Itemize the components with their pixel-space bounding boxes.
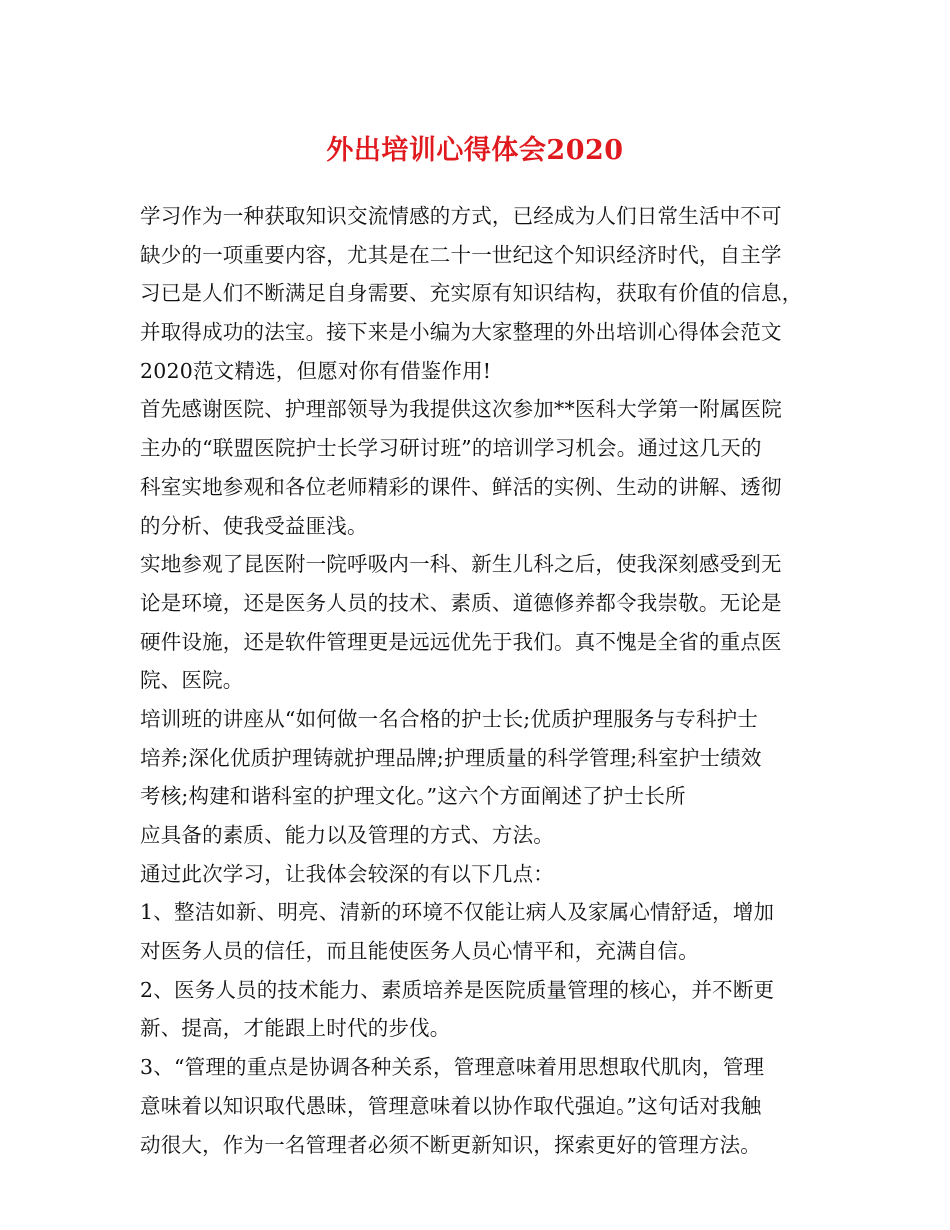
text-line: 实地参观了昆医附一院呼吸内一科、新生儿科之后，使我深刻感受到无 [140,552,782,577]
text-line: 主办的“联盟医院护士长学习研讨班”的培训学习机会。通过这几天的 [140,436,762,461]
text-line: 院、医院。 [140,668,244,693]
text-line: 2、医务人员的技术能力、素质培养是医院质量管理的核心，并不断更 [140,977,775,1002]
text-line: 动很大，作为一名管理者必须不断更新知识，探索更好的管理方法。 [140,1132,761,1157]
text-line: 2020范文精选，但愿对你有借鉴作用! [140,358,492,383]
text-line: 通过此次学习，让我体会较深的有以下几点： [140,861,554,886]
text-line: 硬件设施，还是软件管理更是远远优先于我们。真不愧是全省的重点医 [140,629,782,654]
document-body [140,197,840,1164]
text-line: 3、“管理的重点是协调各种关系，管理意味着用思想取代肌肉，管理 [140,1055,765,1080]
text-line: 并取得成功的法宝。接下来是小编为大家整理的外出培训心得体会范文 [140,320,782,345]
text-line: 新、提高，才能跟上时代的步伐。 [140,1016,451,1041]
text-line: 学习作为一种获取知识交流情感的方式，已经成为人们日常生活中不可 [140,204,782,228]
document-title: 外出培训心得体会2020 [326,135,624,166]
text-line: 习已是人们不断满足自身需要、充实原有知识结构，获取有价值的信息， [140,281,803,306]
text-line: 培训班的讲座从“如何做一名合格的护士长;优质护理服务与专科护士 [140,706,759,731]
text-line: 论是环境，还是医务人员的技术、素质、道德修养都令我崇敬。无论是 [140,590,782,615]
text-line: 考核;构建和谐科室的护理文化。”这六个方面阐述了护士长所 [140,784,686,809]
text-line: 培养;深化优质护理铸就护理品牌;护理质量的科学管理;科室护士绩效 [140,745,762,770]
text-line: 首先感谢医院、护理部领导为我提供这次参加**医科大学第一附属医院 [140,397,782,422]
text-line: 意味着以知识取代愚昧，管理意味着以协作取代强迫。”这句话对我触 [140,1093,762,1118]
text-line: 应具备的素质、能力以及管理的方式、方法。 [140,823,554,847]
text-line: 对医务人员的信任，而且能使医务人员心情平和，充满自信。 [140,939,699,964]
text-line: 缺少的一项重要内容，尤其是在二十一世纪这个知识经济时代，自主学 [140,242,782,267]
text-line: 1、整洁如新、明亮、清新的环境不仅能让病人及家属心情舒适，增加 [140,900,775,925]
text-line: 科室实地参观和各位老师精彩的课件、鲜活的实例、生动的讲解、透彻 [140,474,782,499]
text-line: 的分析、使我受益匪浅。 [140,513,368,538]
